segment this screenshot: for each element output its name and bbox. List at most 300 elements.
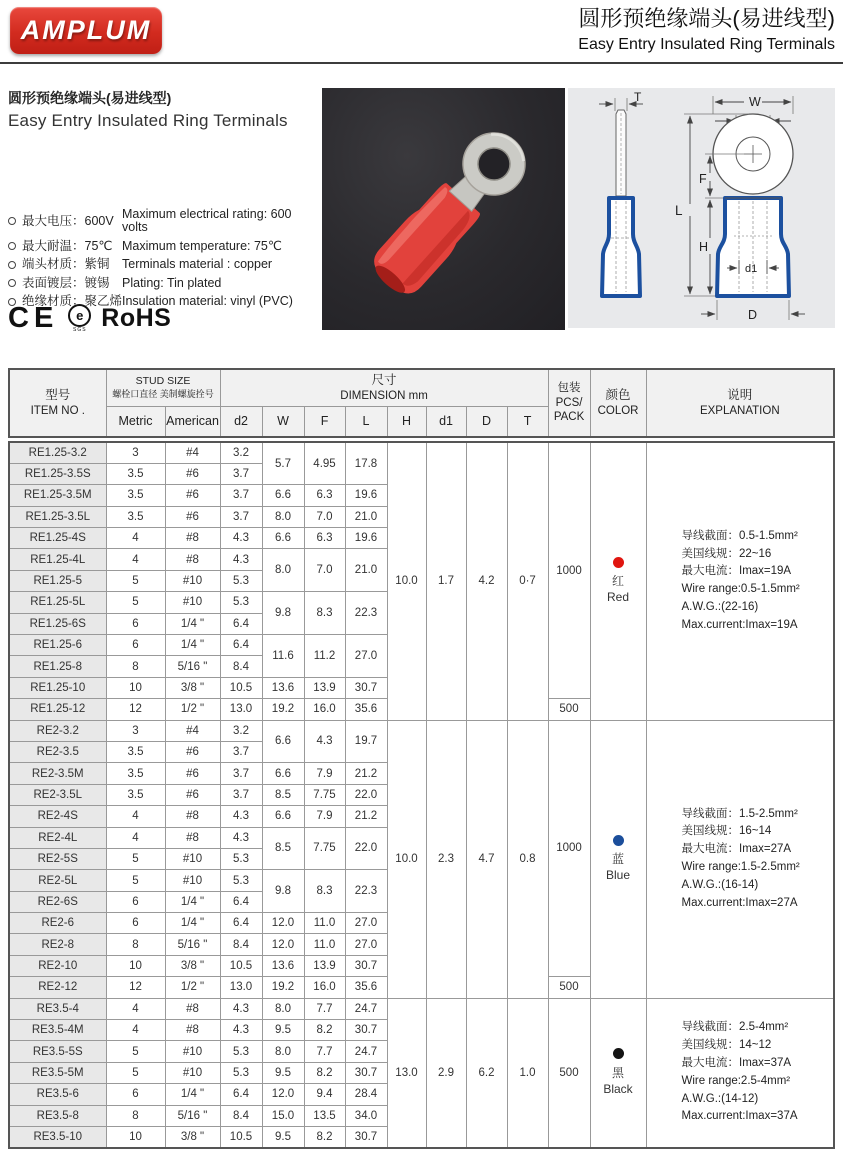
metric-cell: 3 bbox=[106, 442, 165, 463]
spec-list bbox=[8, 208, 320, 314]
d2-cell: 8.4 bbox=[220, 1105, 262, 1126]
metric-cell: 12 bbox=[106, 977, 165, 998]
explanation-line: 最大电流：Imax=37A bbox=[681, 1056, 792, 1069]
col-header-d2: d2 bbox=[220, 407, 262, 438]
d2-cell: 3.7 bbox=[220, 463, 262, 484]
spec-table-body bbox=[8, 441, 835, 1149]
d2-cell: 6.4 bbox=[220, 1084, 262, 1105]
metric-cell: 5 bbox=[106, 592, 165, 613]
dimension-diagram bbox=[568, 88, 835, 328]
d2-cell: 3.2 bbox=[220, 720, 262, 741]
d2-cell: 5.3 bbox=[220, 570, 262, 591]
dimension-label-en: DIMENSION mm bbox=[340, 389, 428, 402]
metric-cell: 3 bbox=[106, 720, 165, 741]
explanation-line: 导线截面：0.5-1.5mm² bbox=[681, 529, 798, 542]
l-cell: 19.7 bbox=[345, 720, 387, 763]
spec-en: Maximum temperature: 75℃ bbox=[122, 238, 282, 253]
american-cell: #10 bbox=[165, 592, 220, 613]
explanation-line: 导线截面：2.5-4mm² bbox=[681, 1021, 789, 1034]
f-cell: 7.7 bbox=[304, 998, 345, 1019]
d2-cell: 3.7 bbox=[220, 741, 262, 762]
american-cell: #10 bbox=[165, 570, 220, 591]
col-header-t: T bbox=[507, 407, 548, 438]
col-header-pack: 包装 PCS/ PACK bbox=[548, 369, 590, 437]
rohs-mark: RoHS bbox=[101, 304, 172, 332]
item-no-cell: RE2-3.5M bbox=[9, 763, 106, 784]
explanation-line: A.W.G.:(14-12) bbox=[681, 1092, 759, 1105]
american-cell: #8 bbox=[165, 528, 220, 549]
metric-cell: 3.5 bbox=[106, 741, 165, 762]
explanation-line: 导线截面：1.5-2.5mm² bbox=[681, 807, 798, 820]
w-cell: 19.2 bbox=[262, 699, 304, 720]
explanation-line: Max.current:Imax=37A bbox=[681, 1110, 798, 1123]
d2-cell: 10.5 bbox=[220, 1127, 262, 1148]
metric-cell: 10 bbox=[106, 955, 165, 976]
item-no-cell: RE3.5-10 bbox=[9, 1127, 106, 1148]
explanation-line: 最大电流：Imax=19A bbox=[681, 565, 792, 578]
w-cell: 8.5 bbox=[262, 784, 304, 805]
color-name-en: Black bbox=[603, 1081, 633, 1096]
item-no-cell: RE1.25-3.5S bbox=[9, 463, 106, 484]
metric-cell: 10 bbox=[106, 677, 165, 698]
l-cell: 34.0 bbox=[345, 1105, 387, 1126]
american-cell: #6 bbox=[165, 463, 220, 484]
american-cell: #8 bbox=[165, 1020, 220, 1041]
l-cell: 21.2 bbox=[345, 763, 387, 784]
col-header-color: 颜色 COLOR bbox=[590, 369, 646, 437]
f-cell: 7.0 bbox=[304, 549, 345, 592]
t-cell: 0·7 bbox=[507, 442, 548, 720]
product-photo bbox=[322, 88, 565, 330]
spec-cn: 最大电压：600V bbox=[22, 213, 114, 228]
w-cell: 8.0 bbox=[262, 549, 304, 592]
item-no-cell: RE2-3.2 bbox=[9, 720, 106, 741]
spec-en: Plating: Tin plated bbox=[122, 275, 222, 290]
explanation-line: Wire range:1.5-2.5mm² bbox=[681, 861, 800, 874]
f-cell: 7.75 bbox=[304, 784, 345, 805]
t-cell: 0.8 bbox=[507, 720, 548, 998]
explanation-line: A.W.G.:(22-16) bbox=[681, 601, 759, 614]
color-name-en: Red bbox=[606, 590, 629, 605]
american-cell: 5/16 " bbox=[165, 656, 220, 677]
color-dot-icon bbox=[613, 557, 624, 568]
metric-cell: 8 bbox=[106, 656, 165, 677]
dimension-label-cn: 尺寸 bbox=[371, 373, 397, 388]
table-row bbox=[9, 998, 834, 1019]
dim-label-d1: d1 bbox=[745, 263, 758, 275]
dim-label-d: D bbox=[748, 308, 758, 322]
l-cell: 17.8 bbox=[345, 442, 387, 485]
d2-cell: 4.3 bbox=[220, 998, 262, 1019]
american-cell: #4 bbox=[165, 442, 220, 463]
american-cell: 1/4 " bbox=[165, 891, 220, 912]
certifications bbox=[8, 302, 171, 335]
f-cell: 6.3 bbox=[304, 485, 345, 506]
color-name-cn: 红 bbox=[611, 574, 624, 589]
f-cell: 11.0 bbox=[304, 934, 345, 955]
d2-cell: 13.0 bbox=[220, 977, 262, 998]
pack-cell: 500 bbox=[548, 977, 590, 998]
l-cell: 30.7 bbox=[345, 1127, 387, 1148]
f-cell: 8.2 bbox=[304, 1127, 345, 1148]
col-header-dimension bbox=[220, 369, 548, 407]
d2-cell: 5.3 bbox=[220, 848, 262, 869]
item-no-label-cn: 型号 bbox=[45, 388, 71, 403]
w-cell: 12.0 bbox=[262, 934, 304, 955]
item-no-cell: RE3.5-6 bbox=[9, 1084, 106, 1105]
f-cell: 13.9 bbox=[304, 955, 345, 976]
metric-cell: 3.5 bbox=[106, 463, 165, 484]
item-no-cell: RE1.25-4S bbox=[9, 528, 106, 549]
l-cell: 30.7 bbox=[345, 1020, 387, 1041]
f-cell: 13.9 bbox=[304, 677, 345, 698]
metric-cell: 4 bbox=[106, 998, 165, 1019]
american-cell: #6 bbox=[165, 763, 220, 784]
l-cell: 21.0 bbox=[345, 506, 387, 527]
item-no-cell: RE1.25-10 bbox=[9, 677, 106, 698]
l-cell: 27.0 bbox=[345, 934, 387, 955]
ring-terminal-photo-art bbox=[322, 88, 565, 330]
w-cell: 9.5 bbox=[262, 1020, 304, 1041]
bullet-icon bbox=[8, 217, 16, 225]
d2-cell: 4.3 bbox=[220, 827, 262, 848]
dim-label-w: W bbox=[749, 95, 761, 109]
col-header-metric: Metric bbox=[106, 407, 165, 438]
color-name-cn: 黑 bbox=[611, 1065, 624, 1080]
american-cell: 1/2 " bbox=[165, 977, 220, 998]
l-cell: 24.7 bbox=[345, 998, 387, 1019]
american-cell: 1/4 " bbox=[165, 635, 220, 656]
f-cell: 9.4 bbox=[304, 1084, 345, 1105]
d2-cell: 5.3 bbox=[220, 870, 262, 891]
item-no-cell: RE1.25-6S bbox=[9, 613, 106, 634]
color-cell bbox=[590, 720, 646, 998]
w-cell: 6.6 bbox=[262, 720, 304, 763]
metric-cell: 4 bbox=[106, 549, 165, 570]
item-no-cell: RE2-8 bbox=[9, 934, 106, 955]
pack-cell: 1000 bbox=[548, 720, 590, 977]
american-cell: #10 bbox=[165, 870, 220, 891]
brand-logo-text: AMPLUM bbox=[20, 15, 152, 45]
l-cell: 35.6 bbox=[345, 977, 387, 998]
metric-cell: 6 bbox=[106, 613, 165, 634]
item-no-cell: RE1.25-3.5L bbox=[9, 506, 106, 527]
f-cell: 4.3 bbox=[304, 720, 345, 763]
american-cell: 3/8 " bbox=[165, 1127, 220, 1148]
metric-cell: 4 bbox=[106, 827, 165, 848]
item-no-cell: RE2-4S bbox=[9, 806, 106, 827]
d1-cell: 2.9 bbox=[426, 998, 466, 1148]
w-cell: 6.6 bbox=[262, 528, 304, 549]
d2-cell: 6.4 bbox=[220, 613, 262, 634]
spec-item bbox=[8, 240, 320, 253]
d2-cell: 6.4 bbox=[220, 891, 262, 912]
metric-cell: 5 bbox=[106, 1041, 165, 1062]
item-no-cell: RE1.25-5 bbox=[9, 570, 106, 591]
page-title-en: Easy Entry Insulated Ring Terminals bbox=[578, 35, 835, 53]
d1-cell: 2.3 bbox=[426, 720, 466, 998]
american-cell: 3/8 " bbox=[165, 955, 220, 976]
d2-cell: 3.2 bbox=[220, 442, 262, 463]
dim-label-t: T bbox=[634, 90, 642, 104]
american-cell: #4 bbox=[165, 720, 220, 741]
f-cell: 4.95 bbox=[304, 442, 345, 485]
pack-cell: 1000 bbox=[548, 442, 590, 699]
t-cell: 1.0 bbox=[507, 998, 548, 1148]
product-heading-cn: 圆形预绝缘端头(易进线型) bbox=[8, 90, 172, 106]
l-cell: 27.0 bbox=[345, 635, 387, 678]
american-cell: #8 bbox=[165, 998, 220, 1019]
item-no-cell: RE1.25-3.2 bbox=[9, 442, 106, 463]
metric-cell: 8 bbox=[106, 934, 165, 955]
f-cell: 8.2 bbox=[304, 1020, 345, 1041]
metric-cell: 4 bbox=[106, 1020, 165, 1041]
w-cell: 12.0 bbox=[262, 913, 304, 934]
w-cell: 8.0 bbox=[262, 998, 304, 1019]
d2-cell: 3.7 bbox=[220, 784, 262, 805]
col-header-d1: d1 bbox=[426, 407, 466, 438]
dim-label-l: L bbox=[675, 203, 683, 218]
f-cell: 8.3 bbox=[304, 592, 345, 635]
explanation-line: Wire range:0.5-1.5mm² bbox=[681, 583, 800, 596]
header-divider bbox=[0, 62, 843, 64]
explanation-line: Max.current:Imax=27A bbox=[681, 896, 798, 909]
d2-cell: 8.4 bbox=[220, 656, 262, 677]
col-header-item-no bbox=[9, 369, 106, 437]
pack-cell: 500 bbox=[548, 699, 590, 720]
item-no-cell: RE3.5-5S bbox=[9, 1041, 106, 1062]
item-no-cell: RE2-5L bbox=[9, 870, 106, 891]
l-cell: 19.6 bbox=[345, 528, 387, 549]
metric-cell: 6 bbox=[106, 1084, 165, 1105]
f-cell: 13.5 bbox=[304, 1105, 345, 1126]
w-cell: 8.0 bbox=[262, 1041, 304, 1062]
metric-cell: 3.5 bbox=[106, 485, 165, 506]
d2-cell: 3.7 bbox=[220, 485, 262, 506]
item-no-cell: RE2-10 bbox=[9, 955, 106, 976]
spec-en: Terminals material : copper bbox=[122, 257, 273, 271]
d-cell: 4.2 bbox=[466, 442, 507, 720]
metric-cell: 3.5 bbox=[106, 784, 165, 805]
col-header-h: H bbox=[387, 407, 426, 438]
stud-size-subtitle: 螺栓口直径 美制螺旋拴号 bbox=[112, 388, 214, 399]
explanation-cell bbox=[646, 442, 834, 720]
l-cell: 22.0 bbox=[345, 827, 387, 870]
w-cell: 12.0 bbox=[262, 1084, 304, 1105]
spec-table-rows bbox=[9, 442, 834, 1148]
american-cell: 1/4 " bbox=[165, 613, 220, 634]
spec-item bbox=[8, 208, 320, 234]
w-cell: 11.6 bbox=[262, 635, 304, 678]
explanation-cell bbox=[646, 998, 834, 1148]
dimension-diagram-art bbox=[568, 88, 835, 328]
col-header-d: D bbox=[466, 407, 507, 438]
f-cell: 8.2 bbox=[304, 1062, 345, 1083]
brand-logo bbox=[10, 7, 162, 54]
w-cell: 9.8 bbox=[262, 592, 304, 635]
explanation-line: 美国线规：16~14 bbox=[681, 825, 772, 838]
item-no-cell: RE3.5-4 bbox=[9, 998, 106, 1019]
w-cell: 13.6 bbox=[262, 677, 304, 698]
american-cell: 1/4 " bbox=[165, 913, 220, 934]
w-cell: 6.6 bbox=[262, 806, 304, 827]
explanation-cell bbox=[646, 720, 834, 998]
item-no-cell: RE3.5-8 bbox=[9, 1105, 106, 1126]
d2-cell: 3.7 bbox=[220, 763, 262, 784]
item-no-cell: RE1.25-6 bbox=[9, 635, 106, 656]
f-cell: 7.75 bbox=[304, 827, 345, 870]
item-no-cell: RE1.25-3.5M bbox=[9, 485, 106, 506]
d2-cell: 5.3 bbox=[220, 1062, 262, 1083]
d2-cell: 4.3 bbox=[220, 528, 262, 549]
metric-cell: 12 bbox=[106, 699, 165, 720]
w-cell: 9.5 bbox=[262, 1062, 304, 1083]
metric-cell: 5 bbox=[106, 570, 165, 591]
american-cell: #10 bbox=[165, 1041, 220, 1062]
sgs-mark-icon: e SGS bbox=[68, 304, 91, 333]
spec-cn: 最大耐温：75℃ bbox=[22, 238, 113, 253]
spec-table-header bbox=[8, 368, 835, 438]
w-cell: 5.7 bbox=[262, 442, 304, 485]
d2-cell: 13.0 bbox=[220, 699, 262, 720]
item-no-cell: RE2-6 bbox=[9, 913, 106, 934]
d-cell: 4.7 bbox=[466, 720, 507, 998]
spec-item bbox=[8, 277, 320, 290]
w-cell: 6.6 bbox=[262, 485, 304, 506]
l-cell: 27.0 bbox=[345, 913, 387, 934]
item-no-cell: RE3.5-4M bbox=[9, 1020, 106, 1041]
w-cell: 19.2 bbox=[262, 977, 304, 998]
col-header-explanation: 说明 EXPLANATION bbox=[646, 369, 834, 437]
american-cell: #6 bbox=[165, 741, 220, 762]
metric-cell: 6 bbox=[106, 913, 165, 934]
w-cell: 8.0 bbox=[262, 506, 304, 527]
metric-cell: 4 bbox=[106, 528, 165, 549]
item-no-cell: RE1.25-12 bbox=[9, 699, 106, 720]
metric-cell: 5 bbox=[106, 1062, 165, 1083]
l-cell: 35.6 bbox=[345, 699, 387, 720]
bullet-icon bbox=[8, 279, 16, 287]
spec-en: Maximum electrical rating: 600 volts bbox=[122, 207, 292, 234]
spec-cn: 绝缘材质：聚乙烯 bbox=[22, 294, 123, 308]
item-no-cell: RE2-12 bbox=[9, 977, 106, 998]
color-cell bbox=[590, 442, 646, 720]
f-cell: 16.0 bbox=[304, 977, 345, 998]
american-cell: #8 bbox=[165, 806, 220, 827]
color-dot-icon bbox=[613, 835, 624, 846]
product-heading-en: Easy Entry Insulated Ring Terminals bbox=[8, 111, 288, 130]
metric-cell: 5 bbox=[106, 848, 165, 869]
h-cell: 13.0 bbox=[387, 998, 426, 1148]
explanation-line: 美国线规：14~12 bbox=[681, 1039, 772, 1052]
explanation-line: 美国线规：22~16 bbox=[681, 547, 772, 560]
item-no-cell: RE1.25-4L bbox=[9, 549, 106, 570]
f-cell: 11.0 bbox=[304, 913, 345, 934]
col-header-w: W bbox=[262, 407, 304, 438]
spec-item bbox=[8, 258, 320, 271]
american-cell: 5/16 " bbox=[165, 934, 220, 955]
f-cell: 16.0 bbox=[304, 699, 345, 720]
spec-en: Insulation material: vinyl (PVC) bbox=[122, 294, 293, 308]
d2-cell: 6.4 bbox=[220, 913, 262, 934]
d2-cell: 5.3 bbox=[220, 592, 262, 613]
item-no-cell: RE1.25-8 bbox=[9, 656, 106, 677]
page-title-cn: 圆形预绝缘端头(易进线型) bbox=[578, 6, 835, 31]
side-view-sleeve bbox=[602, 198, 640, 296]
h-cell: 10.0 bbox=[387, 442, 426, 720]
metric-cell: 6 bbox=[106, 891, 165, 912]
item-no-cell: RE2-4L bbox=[9, 827, 106, 848]
metric-cell: 5 bbox=[106, 870, 165, 891]
metric-cell: 8 bbox=[106, 1105, 165, 1126]
pack-cell: 500 bbox=[548, 998, 590, 1148]
f-cell: 6.3 bbox=[304, 528, 345, 549]
metric-cell: 4 bbox=[106, 806, 165, 827]
color-cell bbox=[590, 998, 646, 1148]
l-cell: 30.7 bbox=[345, 955, 387, 976]
l-cell: 21.0 bbox=[345, 549, 387, 592]
col-header-american: American bbox=[165, 407, 220, 438]
d2-cell: 6.4 bbox=[220, 635, 262, 656]
explanation-line: A.W.G.:(16-14) bbox=[681, 878, 759, 891]
item-no-cell: RE2-3.5 bbox=[9, 741, 106, 762]
metric-cell: 3.5 bbox=[106, 506, 165, 527]
american-cell: 1/2 " bbox=[165, 699, 220, 720]
d1-cell: 1.7 bbox=[426, 442, 466, 720]
metric-cell: 10 bbox=[106, 1127, 165, 1148]
color-name-en: Blue bbox=[605, 868, 631, 883]
f-cell: 7.7 bbox=[304, 1041, 345, 1062]
w-cell: 15.0 bbox=[262, 1105, 304, 1126]
l-cell: 21.2 bbox=[345, 806, 387, 827]
american-cell: 3/8 " bbox=[165, 677, 220, 698]
color-name-cn: 蓝 bbox=[611, 852, 624, 867]
ce-mark-icon: CE bbox=[8, 302, 59, 334]
table-row bbox=[9, 442, 834, 463]
explanation-line: Wire range:2.5-4mm² bbox=[681, 1074, 791, 1087]
f-cell: 7.0 bbox=[304, 506, 345, 527]
table-row bbox=[9, 720, 834, 741]
l-cell: 24.7 bbox=[345, 1041, 387, 1062]
explanation-line: Max.current:Imax=19A bbox=[681, 618, 798, 631]
item-no-cell: RE2-3.5L bbox=[9, 784, 106, 805]
color-dot-icon bbox=[613, 1048, 624, 1059]
bullet-icon bbox=[8, 242, 16, 250]
item-no-cell: RE2-5S bbox=[9, 848, 106, 869]
explanation-line: 最大电流：Imax=27A bbox=[681, 843, 792, 856]
col-header-stud-size bbox=[106, 369, 220, 407]
american-cell: 1/4 " bbox=[165, 1084, 220, 1105]
stud-size-title: STUD SIZE bbox=[135, 375, 191, 388]
item-no-cell: RE3.5-5M bbox=[9, 1062, 106, 1083]
spec-cn: 表面镀层：镀锡 bbox=[22, 275, 110, 290]
w-cell: 9.5 bbox=[262, 1127, 304, 1148]
w-cell: 8.5 bbox=[262, 827, 304, 870]
american-cell: #8 bbox=[165, 827, 220, 848]
w-cell: 9.8 bbox=[262, 870, 304, 913]
american-cell: 5/16 " bbox=[165, 1105, 220, 1126]
spec-cn: 端头材质：紫铜 bbox=[22, 257, 110, 271]
product-heading bbox=[8, 88, 320, 131]
col-header-l: L bbox=[345, 407, 387, 438]
metric-cell: 6 bbox=[106, 635, 165, 656]
f-cell: 8.3 bbox=[304, 870, 345, 913]
col-header-f: F bbox=[304, 407, 345, 438]
american-cell: #8 bbox=[165, 549, 220, 570]
f-cell: 7.9 bbox=[304, 763, 345, 784]
d2-cell: 8.4 bbox=[220, 934, 262, 955]
page-title bbox=[578, 5, 835, 54]
